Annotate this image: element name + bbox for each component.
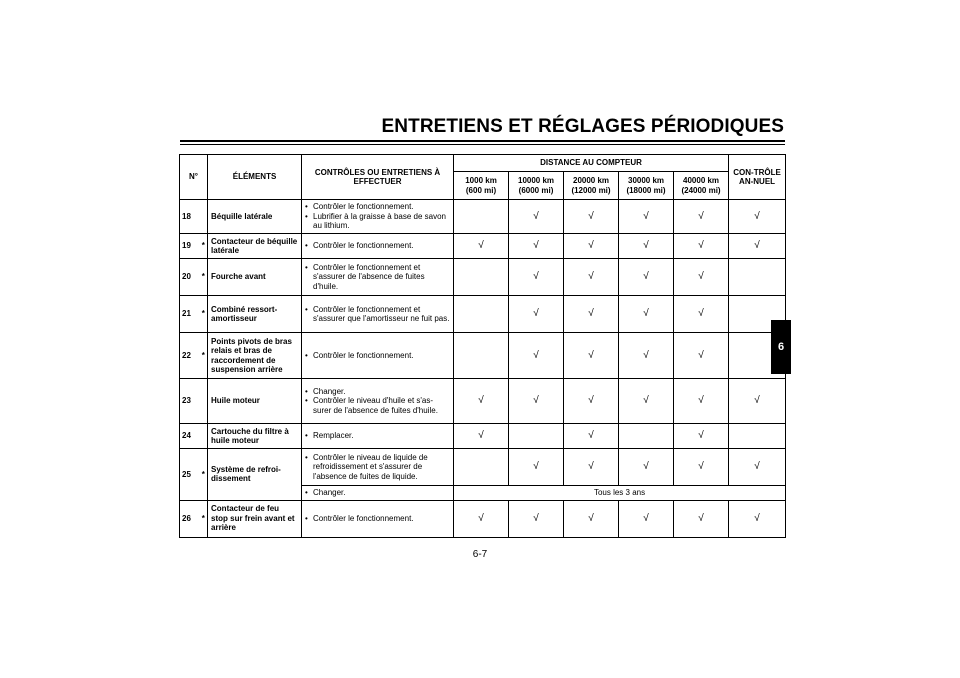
check-instruction: • Contrôler le fonctionnement et s'assurer que l'amortisseur ne fuit pas. — [305, 305, 450, 324]
row-star-mark: * — [200, 234, 208, 259]
check-mark: √ — [674, 234, 729, 259]
row-number: 22 — [180, 333, 200, 379]
check-mark: √ — [564, 200, 619, 234]
table-row — [180, 333, 786, 379]
row-star-mark: * — [200, 296, 208, 333]
check-mark: √ — [454, 379, 509, 424]
header-distance: DISTANCE AU COMPTEUR — [454, 155, 729, 172]
check-instruction: • Remplacer. — [305, 431, 450, 441]
check-mark: √ — [674, 259, 729, 296]
row-checks — [302, 234, 454, 259]
row-number: 18 — [180, 200, 200, 234]
row-item: Béquille latérale — [208, 200, 302, 234]
row-number: 24 — [180, 424, 200, 449]
header-checks: CONTRÔLES OU ENTRETIENS À EFFECTUER — [302, 155, 454, 200]
header-1000km: 1000 km (600 mi) — [454, 172, 509, 200]
row-checks — [302, 449, 454, 486]
row-item: Système de refroi-dissement — [208, 449, 302, 501]
row-number: 23 — [180, 379, 200, 424]
check-instruction: • Contrôler le fonctionnement et s'assurer de l'absence de fuites d'huile. — [305, 263, 450, 292]
title-rule — [180, 140, 785, 142]
check-mark — [729, 424, 786, 449]
row-star-mark — [200, 379, 208, 424]
chapter-tab: 6 — [771, 320, 791, 374]
check-mark: √ — [509, 449, 564, 486]
page-title: ENTRETIENS ET RÉGLAGES PÉRIODIQUES — [381, 116, 784, 137]
check-mark: √ — [564, 424, 619, 449]
table-row — [180, 500, 786, 537]
check-mark: √ — [564, 500, 619, 537]
check-mark — [729, 259, 786, 296]
row-number: 20 — [180, 259, 200, 296]
check-mark: √ — [729, 234, 786, 259]
check-mark — [509, 424, 564, 449]
check-mark: √ — [564, 259, 619, 296]
check-instruction: • Changer. — [305, 387, 450, 397]
row-checks — [302, 379, 454, 424]
table-row — [180, 200, 786, 234]
page-number: 6-7 — [472, 549, 488, 560]
check-mark: √ — [509, 333, 564, 379]
row-number: 21 — [180, 296, 200, 333]
check-mark — [454, 333, 509, 379]
row-item: Points pivots de bras relais et bras de raccordement de suspension arrière — [208, 333, 302, 379]
check-mark — [454, 296, 509, 333]
check-instruction: • Contrôler le fonctionnement. — [305, 514, 450, 524]
row-item: Combiné ressort-amortisseur — [208, 296, 302, 333]
title-rule-thin — [180, 144, 785, 145]
check-instruction: • Contrôler le fonctionnement. — [305, 202, 450, 212]
check-mark: √ — [619, 333, 674, 379]
check-mark: √ — [619, 449, 674, 486]
check-instruction: • Lubrifier à la graisse à base de savon au lithium. — [305, 212, 450, 231]
table-row — [180, 424, 786, 449]
check-mark: √ — [619, 296, 674, 333]
check-instruction: • Contrôler le fonctionnement. — [305, 351, 450, 361]
check-mark — [454, 200, 509, 234]
check-mark: √ — [619, 379, 674, 424]
check-mark: √ — [729, 200, 786, 234]
check-mark: √ — [564, 296, 619, 333]
row-checks — [302, 296, 454, 333]
check-instruction: • Contrôler le niveau d'huile et s'as-surer de l'absence de fuites d'huile. — [305, 396, 450, 415]
row-number: 19 — [180, 234, 200, 259]
row-checks — [302, 500, 454, 537]
check-instruction: • Changer. — [305, 488, 450, 498]
check-mark: √ — [509, 379, 564, 424]
check-mark: √ — [619, 259, 674, 296]
header-20000km: 20000 km (12000 mi) — [564, 172, 619, 200]
check-mark — [619, 424, 674, 449]
header-30000km: 30000 km (18000 mi) — [619, 172, 674, 200]
row-checks — [302, 200, 454, 234]
row-star-mark: * — [200, 449, 208, 501]
header-40000km: 40000 km (24000 mi) — [674, 172, 729, 200]
check-mark: √ — [619, 200, 674, 234]
check-mark: √ — [619, 234, 674, 259]
check-mark: √ — [674, 296, 729, 333]
check-instruction: • Contrôler le fonctionnement. — [305, 241, 450, 251]
check-mark: √ — [509, 259, 564, 296]
check-mark: √ — [729, 500, 786, 537]
check-mark: √ — [509, 296, 564, 333]
table-row — [180, 259, 786, 296]
check-mark: √ — [729, 449, 786, 486]
row-item: Fourche avant — [208, 259, 302, 296]
check-mark: √ — [674, 449, 729, 486]
check-mark: √ — [619, 500, 674, 537]
row-number: 26 — [180, 500, 200, 537]
table-row — [180, 296, 786, 333]
check-mark — [454, 449, 509, 486]
check-mark: √ — [509, 500, 564, 537]
check-mark: √ — [509, 200, 564, 234]
row-star-mark: * — [200, 500, 208, 537]
check-instruction: • Contrôler le niveau de liquide de refroidissement et s'assurer de l'absence de fuites de liquide. — [305, 453, 450, 482]
table-row — [180, 449, 786, 486]
row-star-mark — [200, 200, 208, 234]
row-item: Cartouche du filtre à huile moteur — [208, 424, 302, 449]
row-item: Huile moteur — [208, 379, 302, 424]
maintenance-table — [179, 154, 786, 538]
check-mark: √ — [454, 234, 509, 259]
row-checks — [302, 333, 454, 379]
row-star-mark: * — [200, 259, 208, 296]
header-items: ÉLÉMENTS — [208, 155, 302, 200]
table-row — [180, 234, 786, 259]
row-star-mark — [200, 424, 208, 449]
interval-note: Tous les 3 ans — [454, 486, 786, 501]
check-mark: √ — [729, 379, 786, 424]
header-annual: CON-TRÔLE AN-NUEL — [729, 155, 786, 200]
row-checks — [302, 259, 454, 296]
table-body — [180, 200, 786, 538]
check-mark: √ — [674, 500, 729, 537]
check-mark: √ — [564, 379, 619, 424]
row-item: Contacteur de béquille latérale — [208, 234, 302, 259]
row-item: Contacteur de feu stop sur frein avant et arrière — [208, 500, 302, 537]
check-mark: √ — [674, 200, 729, 234]
check-mark: √ — [674, 424, 729, 449]
check-mark: √ — [564, 449, 619, 486]
check-mark: √ — [564, 234, 619, 259]
row-number: 25 — [180, 449, 200, 501]
row-star-mark: * — [200, 333, 208, 379]
header-no: N° — [180, 155, 208, 200]
table-row — [180, 379, 786, 424]
check-mark — [454, 259, 509, 296]
row-checks — [302, 424, 454, 449]
check-mark: √ — [454, 500, 509, 537]
check-mark: √ — [674, 333, 729, 379]
check-mark: √ — [454, 424, 509, 449]
row-checks — [302, 486, 454, 501]
check-mark: √ — [509, 234, 564, 259]
header-10000km: 10000 km (6000 mi) — [509, 172, 564, 200]
check-mark: √ — [564, 333, 619, 379]
check-mark: √ — [674, 379, 729, 424]
